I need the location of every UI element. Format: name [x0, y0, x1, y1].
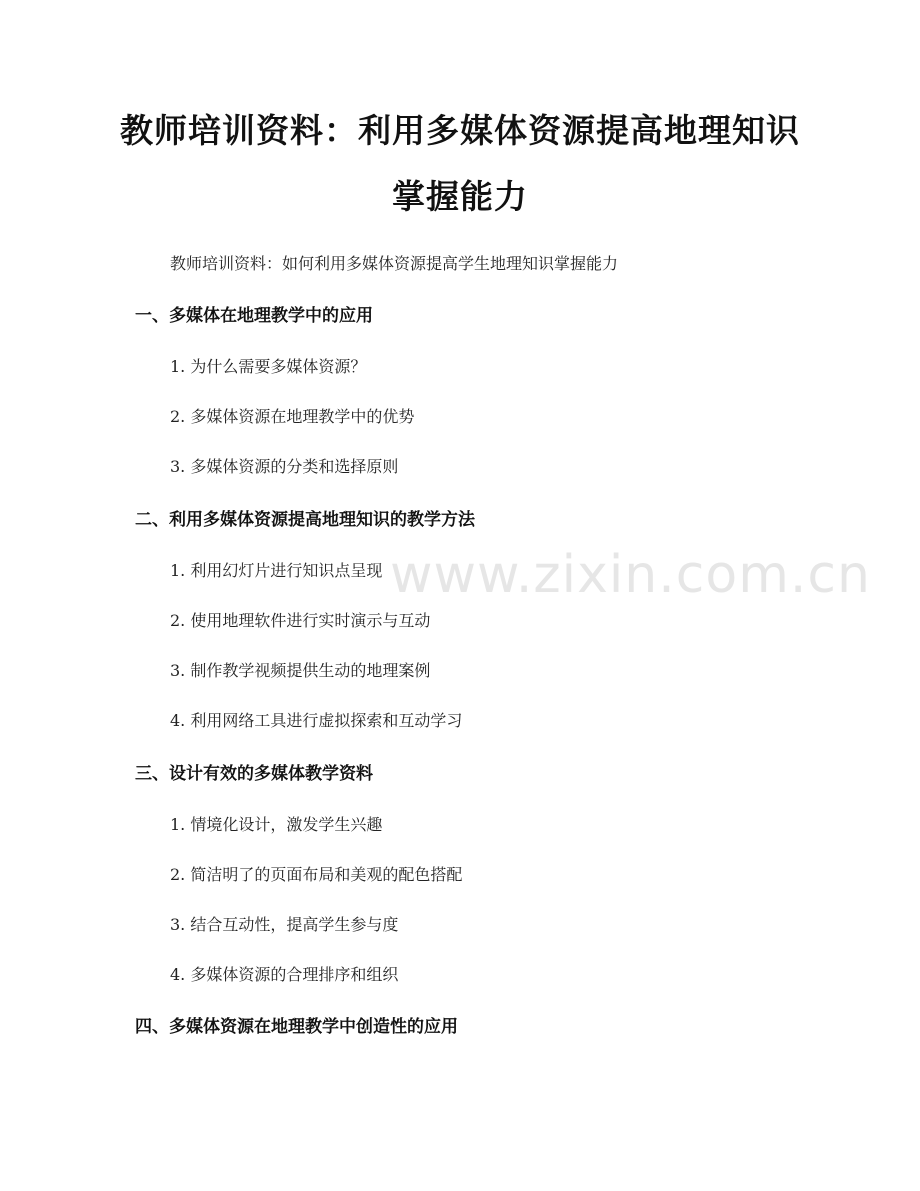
list-item: 3. 制作教学视频提供生动的地理案例 [170, 661, 431, 680]
list-item: 4. 多媒体资源的合理排序和组织 [170, 965, 399, 984]
watermark: www.zixin.com.cn [390, 545, 871, 605]
section-heading-1: 一、多媒体在地理教学中的应用 [135, 306, 373, 326]
list-item: 1. 情境化设计，激发学生兴趣 [170, 815, 383, 834]
section-heading-2: 二、利用多媒体资源提高地理知识的教学方法 [135, 510, 475, 530]
page-title: 教师培训资料：利用多媒体资源提高地理知识掌握能力 [120, 111, 800, 216]
list-item: 3. 结合互动性，提高学生参与度 [170, 915, 399, 934]
list-item: 1. 利用幻灯片进行知识点呈现 [170, 561, 383, 580]
section-heading-3: 三、设计有效的多媒体教学资料 [135, 764, 373, 784]
list-item: 2. 简洁明了的页面布局和美观的配色搭配 [170, 865, 463, 884]
list-item: 3. 多媒体资源的分类和选择原则 [170, 457, 399, 476]
section-heading-4: 四、多媒体资源在地理教学中创造性的应用 [135, 1017, 458, 1037]
list-item: 2. 使用地理软件进行实时演示与互动 [170, 611, 431, 630]
list-item: 1. 为什么需要多媒体资源？ [170, 357, 367, 376]
list-item: 2. 多媒体资源在地理教学中的优势 [170, 407, 415, 426]
intro-line: 教师培训资料：如何利用多媒体资源提高学生地理知识掌握能力 [170, 254, 619, 273]
list-item: 4. 利用网络工具进行虚拟探索和互动学习 [170, 711, 463, 730]
